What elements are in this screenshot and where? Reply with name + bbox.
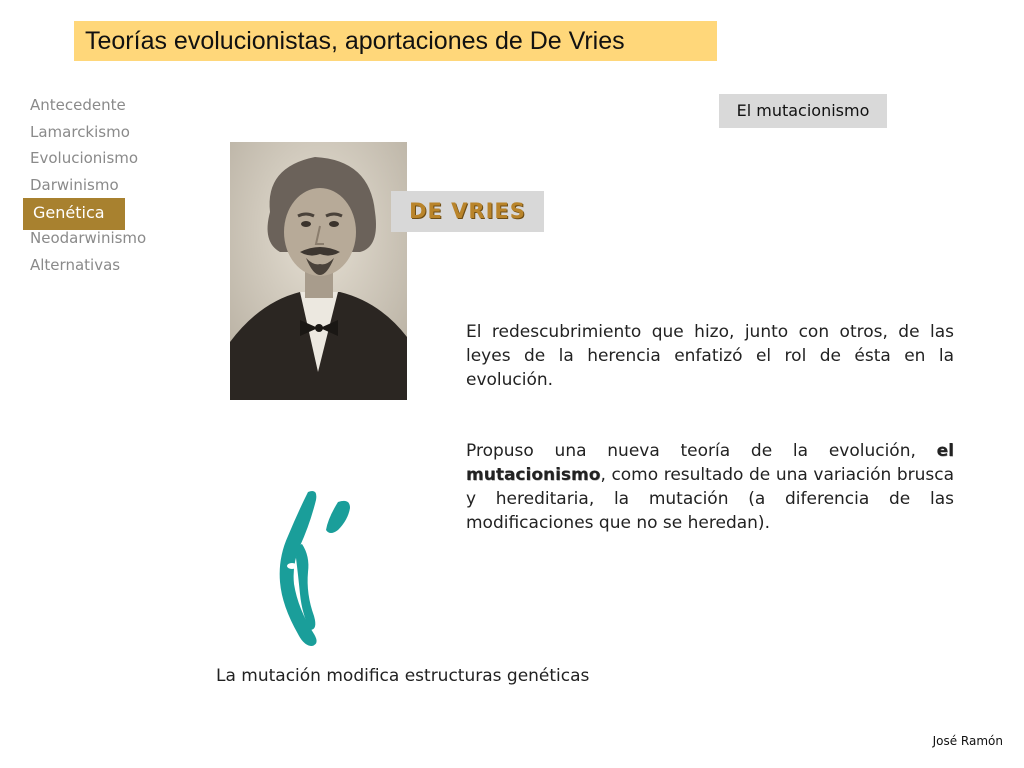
nav-item-genetica[interactable]: Genética — [23, 198, 125, 230]
nav-item-lamarckismo[interactable]: Lamarckismo — [30, 123, 130, 141]
nav-item-neodarwinismo[interactable]: Neodarwinismo — [30, 229, 147, 247]
paragraph-rediscovery: El redescubrimiento que hizo, junto con otros, de las leyes de la herencia enfatizó el rol de ésta en la evolución. — [466, 322, 954, 390]
nav-item-antecedente[interactable]: Antecedente — [30, 96, 126, 114]
author-credit: José Ramón — [932, 734, 1003, 748]
paragraph-mutationism-intro: Propuso una nueva teoría de la evolución, — [466, 441, 937, 461]
nav-item-darwinismo[interactable]: Darwinismo — [30, 176, 119, 194]
paragraph-mutationism — [466, 439, 954, 535]
portrait-photo — [230, 142, 407, 400]
portrait-illustration — [230, 142, 407, 400]
nav-item-alternativas[interactable]: Alternativas — [30, 256, 121, 274]
caption: La mutación modifica estructuras genéticas — [216, 666, 590, 686]
page-title: Teorías evolucionistas, aportaciones de De Vries — [74, 21, 717, 61]
chromosome-icon — [270, 484, 360, 649]
paragraph-mutationism-term: el mutacionismo — [466, 441, 954, 485]
section-label: El mutacionismo — [719, 94, 887, 128]
paragraph-mutationism-rest: , como resultado de una variación brusca y hereditaria, la mutación (a diferencia de las modificaciones que no se heredan). — [466, 465, 954, 533]
nav-item-evolucionismo[interactable]: Evolucionismo — [30, 149, 139, 167]
name-badge: DE VRIES — [391, 191, 544, 232]
